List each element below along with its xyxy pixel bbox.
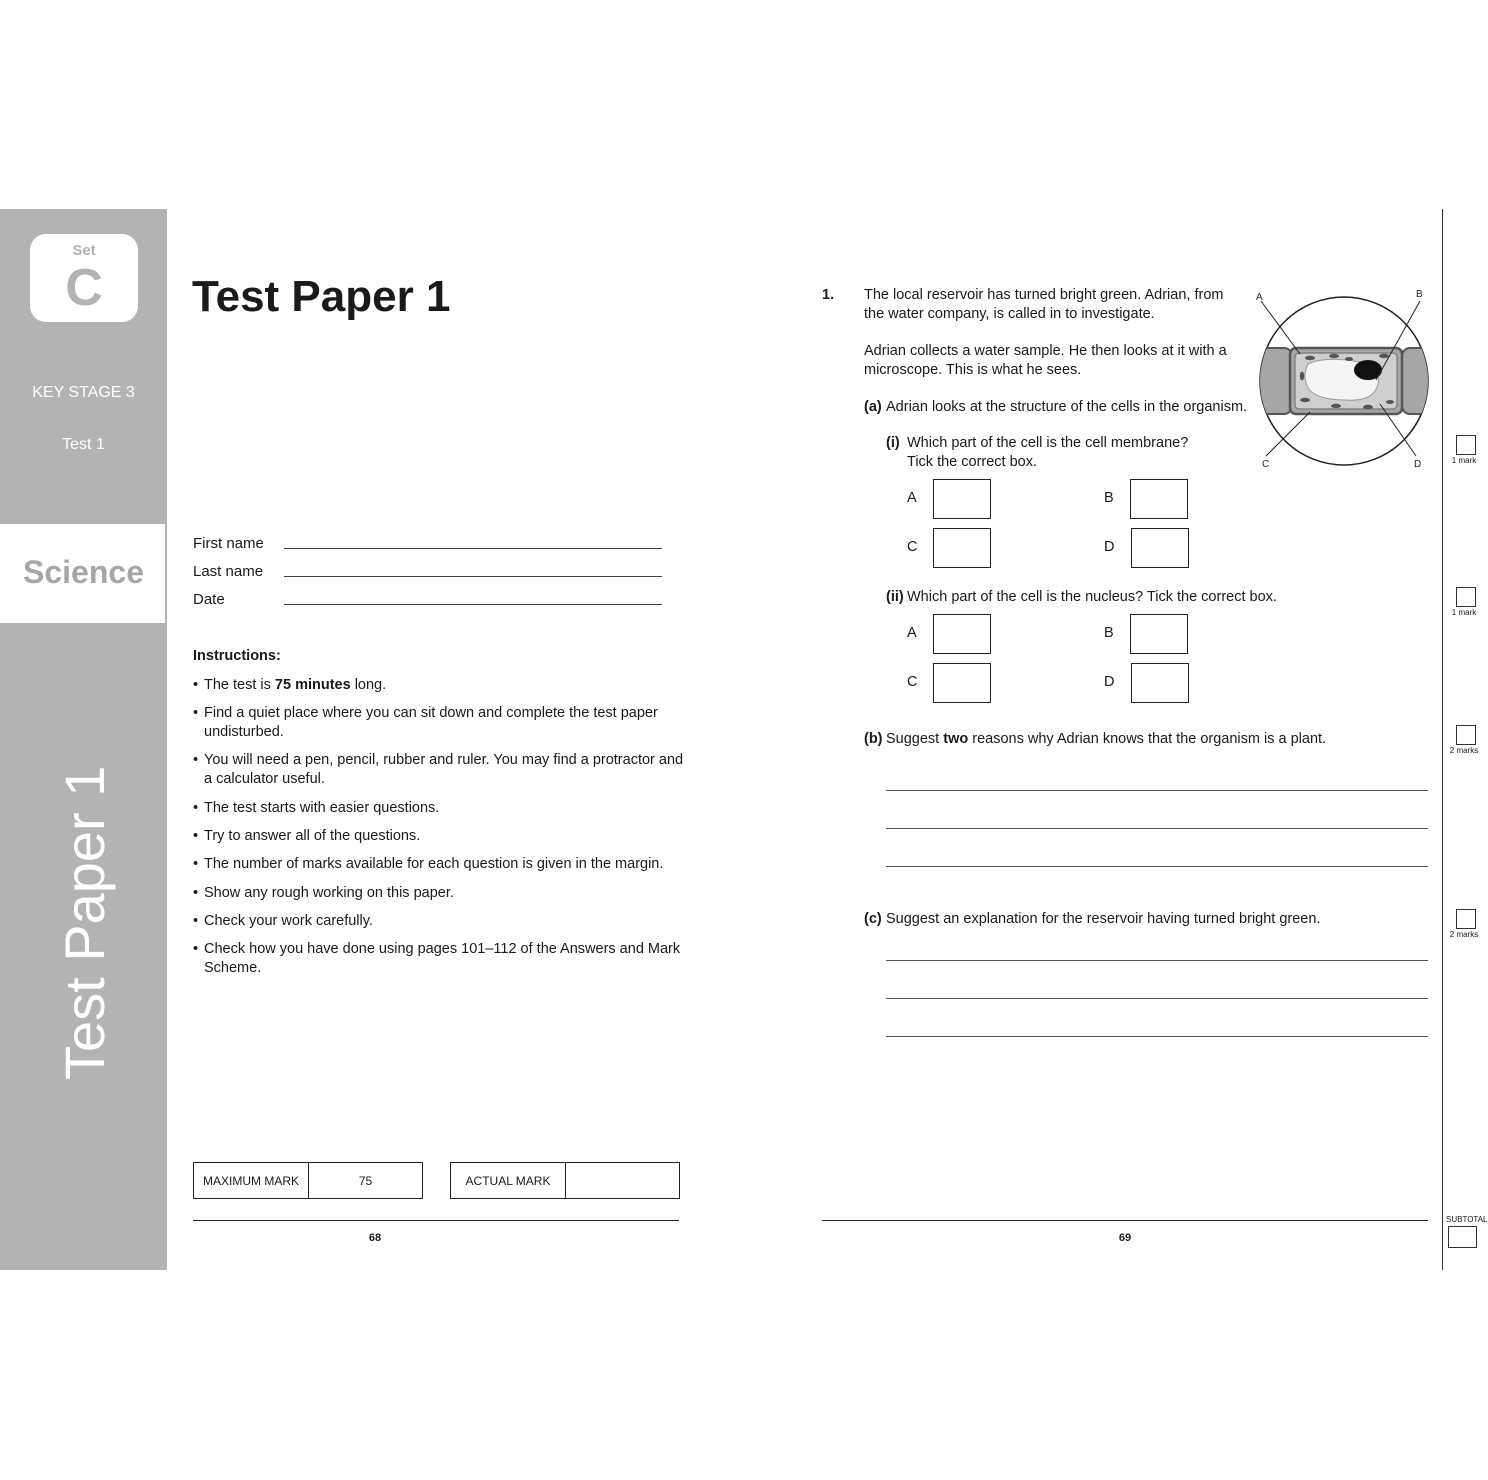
instruction-item: • Try to answer all of the questions. [193,828,421,844]
answer-line[interactable] [886,1036,1428,1037]
chloroplast [1300,372,1304,381]
part-a-i-label: (i) [886,435,900,451]
subtotal-box[interactable] [1448,1226,1477,1248]
option-label-b: B [1104,490,1114,506]
tick-box-d[interactable] [1131,663,1189,703]
tick-box-c[interactable] [933,528,991,568]
set-letter: C [65,259,103,317]
maximum-mark-label: MAXIMUM MARK [194,1163,309,1198]
tick-box-a[interactable] [933,614,991,654]
subtotal-label: SUBTOTAL [1446,1215,1488,1224]
mark-box[interactable] [1456,587,1476,607]
tick-box-b[interactable] [1130,479,1188,519]
instruction-item: • Check your work carefully. [193,913,373,929]
option-label-a: A [907,625,917,641]
margin-rule [1442,209,1443,1270]
tick-box-c[interactable] [933,663,991,703]
mark-box[interactable] [1456,435,1476,455]
footer-rule [822,1220,1428,1221]
part-a-ii-label: (ii) [886,589,904,605]
set-word: Set [72,242,96,259]
mark-caption: 1 mark [1451,608,1477,617]
test-number-label: Test 1 [62,436,105,453]
date-field[interactable] [284,604,662,605]
instruction-item: • The test starts with easier questions. [193,800,440,816]
option-label-c: C [907,674,918,690]
date-label: Date [193,591,225,608]
first-name-field[interactable] [284,548,662,549]
option-label-d: D [1104,674,1115,690]
chloroplast [1300,398,1310,402]
part-a-label: (a) [864,399,882,415]
part-c-text: Suggest an explanation for the reservoir having turned bright green. [886,911,1321,927]
chloroplast [1305,356,1315,360]
diagram-label-a: A [1256,292,1263,303]
diagram-label-d: D [1414,459,1422,470]
chloroplast [1379,354,1389,358]
maximum-mark-value: 75 [358,1173,373,1188]
tick-box-a[interactable] [933,479,991,519]
maximum-mark-table [193,1162,423,1199]
instruction-item: • The test is 75 minutes long. [193,677,387,693]
instruction-item: • Check how you have done using pages 101–112 of the Answers and Mark Scheme. [193,941,681,976]
tick-box-b[interactable] [1130,614,1188,654]
chloroplast [1329,354,1339,358]
page-number-left: 68 [368,1232,382,1244]
chloroplast [1363,405,1373,409]
part-a-ii-text: Which part of the cell is the nucleus? Tick the correct box. [907,589,1277,605]
first-name-label: First name [193,535,264,552]
set-badge [30,234,138,322]
diagram-label-b: B [1416,289,1423,300]
part-b-label: (b) [864,731,883,747]
page-title: Test Paper 1 [192,272,451,321]
last-name-label: Last name [193,563,264,580]
instruction-item: • Find a quiet place where you can sit down and complete the test paper undisturbed. [193,705,658,740]
part-a-text: Adrian looks at the structure of the cells in the organism. [886,399,1248,415]
part-b-text: Suggest two reasons why Adrian knows that the organism is a plant. [886,731,1327,747]
mark-caption: 2 marks [1449,930,1479,939]
page-number-right: 69 [1118,1232,1132,1244]
instructions-heading: Instructions: [193,648,281,664]
actual-mark-value[interactable] [566,1163,679,1198]
chloroplast [1345,357,1353,361]
key-stage-label: KEY STAGE 3 [32,384,135,401]
neighbour-cell-left [1250,348,1292,414]
question-intro-1: The local reservoir has turned bright green. Adrian, from the water company, is called in to investigate. [864,287,1224,322]
answer-line[interactable] [886,866,1428,867]
option-label-c: C [907,539,918,555]
subject-label: Science [23,554,144,590]
option-label-b: B [1104,625,1114,641]
mark-box[interactable] [1456,909,1476,929]
part-c-label: (c) [864,911,882,927]
option-label-a: A [907,490,917,506]
diagram-label-c: C [1262,459,1270,470]
instruction-item: • The number of marks available for each question is given in the margin. [193,856,664,872]
mark-box[interactable] [1456,725,1476,745]
mark-caption: 1 mark [1451,456,1477,465]
chloroplast [1331,404,1341,408]
part-a-i-text: Which part of the cell is the cell membrane? [907,435,1189,451]
answer-line[interactable] [886,960,1428,961]
plant-cell-diagram [1250,284,1442,474]
question-number: 1. [822,287,835,303]
answer-line[interactable] [886,790,1428,791]
vertical-paper-title: Test Paper 1 [53,765,116,1080]
question-intro-2: Adrian collects a water sample. He then looks at it with a microscope. This is what he sees. [864,343,1227,378]
answer-line[interactable] [886,998,1428,999]
sidebar-strip [0,209,167,1270]
instruction-item: • Show any rough working on this paper. [193,885,454,901]
chloroplast [1386,400,1394,404]
mark-caption: 2 marks [1449,746,1479,755]
part-a-i-instruction: Tick the correct box. [907,454,1038,470]
neighbour-cell-right [1402,348,1442,414]
option-label-d: D [1104,539,1115,555]
actual-mark-table [450,1162,680,1199]
last-name-field[interactable] [284,576,662,577]
tick-box-d[interactable] [1131,528,1189,568]
actual-mark-label: ACTUAL MARK [451,1163,566,1198]
answer-line[interactable] [886,828,1428,829]
instruction-item: • You will need a pen, pencil, rubber and ruler. You may find a protractor and a calculator useful. [193,752,684,787]
footer-rule [193,1220,679,1221]
